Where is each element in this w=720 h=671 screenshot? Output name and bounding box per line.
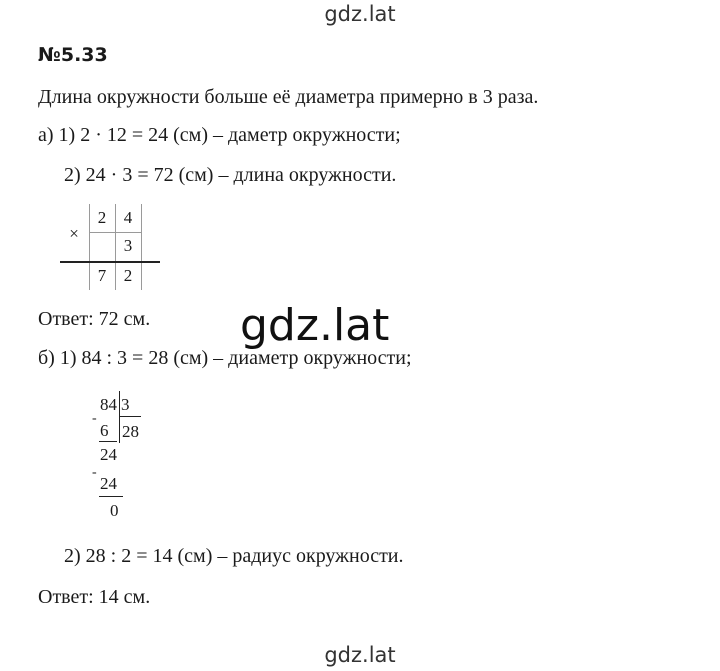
division-bar	[119, 391, 120, 443]
subtraction-rule	[99, 496, 123, 497]
mult-digit: 3	[123, 236, 133, 255]
intro-text: Длина окружности больше её диаметра примерно в 3 раза.	[38, 86, 539, 108]
divisor: 3	[121, 395, 130, 414]
grid-line	[89, 232, 142, 233]
minus-sign: -	[92, 465, 97, 480]
result-rule	[60, 261, 160, 263]
mult-digit: 7	[97, 266, 107, 285]
remainder: 0	[110, 501, 119, 520]
part-b-step-2: 2) 28 : 2 = 14 (см) – радиус окружности.	[64, 545, 404, 567]
part-b-step-1: б) 1) 84 : 3 = 28 (см) – диаметр окружности;	[38, 347, 412, 369]
subtraction-rule	[99, 441, 117, 442]
remainder: 24	[100, 445, 117, 464]
mult-digit: 2	[123, 266, 133, 285]
part-a-step-2: 2) 24 · 3 = 72 (см) – длина окружности.	[64, 164, 397, 186]
watermark-top: gdz.lat	[324, 2, 396, 26]
subtrahend: 6	[100, 421, 109, 440]
mult-digit: 2	[97, 208, 107, 227]
part-a-step-1: а) 1) 2 · 12 = 24 (см) – даметр окружности;	[38, 124, 401, 146]
part-b-answer: Ответ: 14 см.	[38, 586, 151, 608]
division-bar	[119, 416, 141, 417]
exercise-number: №5.33	[38, 44, 108, 66]
mult-sign: ×	[69, 224, 79, 243]
mult-digit	[90, 232, 114, 260]
grid-line	[141, 204, 142, 290]
grid-line	[89, 204, 90, 290]
subtrahend: 24	[100, 474, 117, 493]
dividend: 84	[100, 395, 117, 414]
minus-sign: -	[92, 411, 97, 426]
part-a-answer: Ответ: 72 см.	[38, 308, 151, 330]
grid-line	[115, 204, 116, 290]
watermark-bottom: gdz.lat	[324, 643, 396, 667]
mult-digit: 4	[123, 208, 133, 227]
watermark-center: gdz.lat	[240, 300, 390, 351]
quotient: 28	[122, 422, 139, 441]
